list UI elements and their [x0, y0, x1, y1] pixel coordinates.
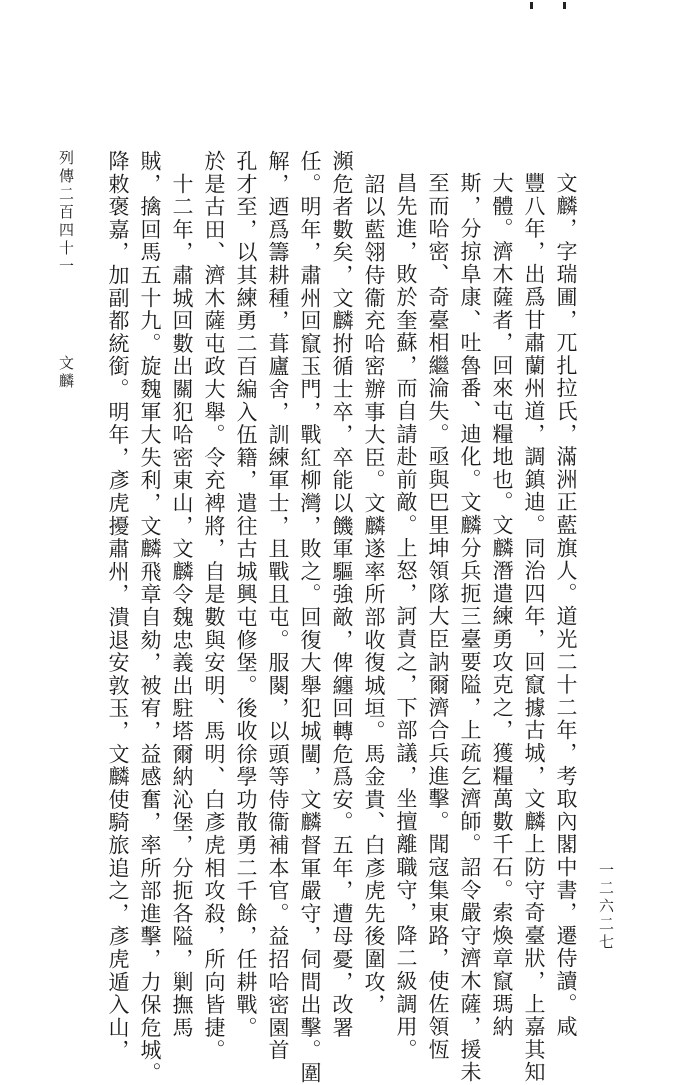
running-head-section: 列傳二百四十一: [57, 150, 75, 276]
text-column-10: 解，迺爲籌耕種，葺廬舍，訓練軍士，且戰且屯。服闋，以頭等侍衞補本官。益招哈密園首: [266, 150, 290, 1062]
page-number: 一二六二七: [597, 862, 615, 952]
text-column-1: 文麟，字瑞圃，兀扎拉氏，滿洲正藍旗人。道光二十二年，考取內閣中書，遷侍讀。咸: [554, 172, 578, 1039]
text-column-4: 斯，分掠阜康、吐魯番、迪化。文麟分兵扼三臺要隘，上疏乞濟師。詔令嚴守濟木薩，援未: [458, 172, 482, 1084]
text-column-11: 孔才至，以其練勇二百編入伍籍，遣往古城興屯修堡。後收徐學功散勇二千餘，任耕戰。: [234, 150, 258, 1040]
text-column-3: 大體。濟木薩者，回來屯糧地也。文麟潛遣練勇攻克之，獲糧萬數千石。索煥章竄瑪納: [490, 172, 514, 1039]
text-column-7: 詔以藍翎侍衞充哈密辦事大臣。文麟遂率所部收復城垣。馬金貴、白彥虎先後圍攻，: [362, 150, 386, 1017]
text-column-14: 賊，擒回馬五十九。旋魏軍大失利，文麟飛章自劾，被宥，益感奮，率所部進擊，力保危城。: [138, 150, 162, 1085]
text-column-13: 十二年，肅城回數出關犯哈密東山，文麟令魏忠義出駐塔爾納沁堡，分扼各隘，剿撫馬: [170, 150, 194, 1040]
text-column-6: 昌先進，敗於奎蘇，而自請赴前敵。上怒，訶責之，下部議，坐擅離職守，降二級調用。: [394, 172, 418, 1062]
text-column-2: 豐八年，出爲甘肅蘭州道，調鎮迪。同治四年，回竄據古城，文麟上防守奇臺狀，上嘉其知: [522, 172, 546, 1084]
text-column-5: 至而哈密、奇臺相繼淪失。亟與巴里坤領隊大臣訥爾濟合兵進擊。聞寇集東路，使佐領恆: [426, 172, 450, 1062]
text-column-12: 於是古田、濟木薩屯政大舉。令充裨將，自是數與安明、馬明、白彥虎相攻殺，所向皆捷。: [202, 150, 226, 1062]
text-column-9: 任。明年，肅州回竄玉門，戰紅柳灣，敗之。回復大舉犯城闉，文麟督軍嚴守，伺間出擊。圍: [298, 150, 322, 1085]
top-edge-mark: [563, 2, 566, 9]
text-column-15: 降敕褒嘉，加副都統銜。明年，彥虎擾肅州，潰退安敦玉，文麟使騎旅追之，彥虎遁入山，: [106, 150, 130, 1062]
text-column-8: 瀕危者數矣，文麟拊循士卒，卒能以饑軍驅強敵，俾纏回轉危爲安。五年，遭母憂，改署: [330, 150, 354, 1040]
running-head-name: 文麟: [57, 355, 75, 391]
top-edge-mark: [530, 2, 533, 9]
